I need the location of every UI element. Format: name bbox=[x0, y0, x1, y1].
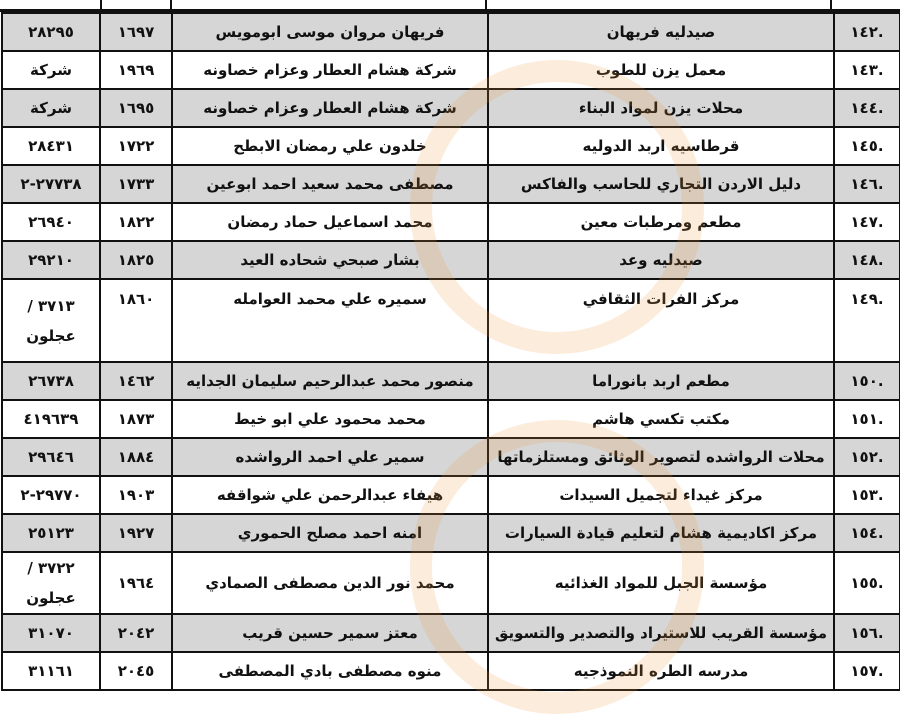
cell-reg: ١٨٢٥ bbox=[100, 241, 172, 279]
cell-reg: ١٦٩٧ bbox=[100, 13, 172, 51]
cell-num: .١٤٣ bbox=[834, 51, 900, 89]
cell-name: معمل يزن للطوب bbox=[488, 51, 834, 89]
cell-owner: معتز سمير حسين قريب bbox=[172, 614, 488, 652]
table-row bbox=[2, 552, 900, 614]
cell-last: ٢٨٢٩٥ bbox=[2, 13, 100, 51]
table-row bbox=[2, 652, 900, 690]
table-row bbox=[2, 614, 900, 652]
cell-name: مؤسسة القريب للاستيراد والتصدير والتسويق bbox=[488, 614, 834, 652]
cell-name: مطعم ومرطبات معين bbox=[488, 203, 834, 241]
cell-reg: ١٩٠٣ bbox=[100, 476, 172, 514]
cell-num: .١٤٥ bbox=[834, 127, 900, 165]
table-row bbox=[2, 89, 900, 127]
cell-owner: شركة هشام العطار وعزام خصاونه bbox=[172, 51, 488, 89]
cell-name: صيدليه فريهان bbox=[488, 13, 834, 51]
cell-owner: منصور محمد عبدالرحيم سليمان الجدايه bbox=[172, 362, 488, 400]
table-row bbox=[2, 279, 900, 362]
table-row bbox=[2, 127, 900, 165]
cell-reg: ١٨٧٣ bbox=[100, 400, 172, 438]
table-row bbox=[2, 362, 900, 400]
cell-owner: امنه احمد مصلح الحموري bbox=[172, 514, 488, 552]
cell-num: .١٥٦ bbox=[834, 614, 900, 652]
cell-num: .١٥٠ bbox=[834, 362, 900, 400]
cell-reg: ١٤٦٢ bbox=[100, 362, 172, 400]
cell-owner: فريهان مروان موسى ابومويس bbox=[172, 13, 488, 51]
cell-owner: مصطفى محمد سعيد احمد ابوعين bbox=[172, 165, 488, 203]
cell-num: .١٤٤ bbox=[834, 89, 900, 127]
cell-last: ٣١١٦١ bbox=[2, 652, 100, 690]
cell-name: محلات يزن لمواد البناء bbox=[488, 89, 834, 127]
table-row bbox=[2, 13, 900, 51]
cell-num: .١٥٢ bbox=[834, 438, 900, 476]
cell-last: ٤١٩٦٣٩ bbox=[2, 400, 100, 438]
cell-owner: سميره علي محمد العوامله bbox=[172, 279, 488, 362]
cell-name: دليل الاردن التجاري للحاسب والفاكس bbox=[488, 165, 834, 203]
cell-num: .١٤٦ bbox=[834, 165, 900, 203]
cell-last: ٢٦٩٤٠ bbox=[2, 203, 100, 241]
cell-last: شركة bbox=[2, 89, 100, 127]
cell-num: .١٤٨ bbox=[834, 241, 900, 279]
cell-reg: ١٧٢٢ bbox=[100, 127, 172, 165]
cell-name: صيدليه وعد bbox=[488, 241, 834, 279]
cell-num: .١٤٧ bbox=[834, 203, 900, 241]
cell-num: .١٥١ bbox=[834, 400, 900, 438]
cell-owner: محمد اسماعيل حماد رمضان bbox=[172, 203, 488, 241]
cell-name: مركز اكاديمية هشام لتعليم قيادة السيارات bbox=[488, 514, 834, 552]
cell-name: مطعم اربد بانوراما bbox=[488, 362, 834, 400]
cell-owner: خلدون علي رمضان الابطح bbox=[172, 127, 488, 165]
cell-last: ٢٩٢١٠ bbox=[2, 241, 100, 279]
cell-num: .١٥٥ bbox=[834, 552, 900, 614]
cell-last: ٢٩٦٤٦ bbox=[2, 438, 100, 476]
cell-last: ٣٧١٣ / عجلون bbox=[2, 279, 100, 362]
table-row bbox=[2, 438, 900, 476]
cell-last: ٢٥١٢٣ bbox=[2, 514, 100, 552]
cell-name: مكتب تكسي هاشم bbox=[488, 400, 834, 438]
table-row bbox=[2, 165, 900, 203]
cell-reg: ٢٠٤٢ bbox=[100, 614, 172, 652]
cell-last: ٢٦٧٣٨ bbox=[2, 362, 100, 400]
cell-num: .١٥٧ bbox=[834, 652, 900, 690]
cell-reg: ١٨٦٠ bbox=[100, 279, 172, 362]
cell-name: مؤسسة الجبل للمواد الغذائيه bbox=[488, 552, 834, 614]
cell-last: شركة bbox=[2, 51, 100, 89]
cell-last: ٢٩٧٧٠-٢ bbox=[2, 476, 100, 514]
cell-num: .١٤٩ bbox=[834, 279, 900, 362]
cell-name: مركز الفرات الثقافي bbox=[488, 279, 834, 362]
table-row bbox=[2, 241, 900, 279]
previous-row-stub bbox=[0, 0, 900, 12]
cell-reg: ١٩٦٤ bbox=[100, 552, 172, 614]
cell-name: مركز غيداء لتجميل السيدات bbox=[488, 476, 834, 514]
cell-reg: ١٦٩٥ bbox=[100, 89, 172, 127]
cell-name: قرطاسيه اربد الدوليه bbox=[488, 127, 834, 165]
table-row bbox=[2, 51, 900, 89]
cell-last: ٢٧٧٣٨-٢ bbox=[2, 165, 100, 203]
cell-reg: ١٩٢٧ bbox=[100, 514, 172, 552]
cell-owner: هيفاء عبدالرحمن علي شواقفه bbox=[172, 476, 488, 514]
registry-table bbox=[1, 12, 900, 691]
cell-last: ٢٨٤٣١ bbox=[2, 127, 100, 165]
cell-reg: ١٨٨٤ bbox=[100, 438, 172, 476]
cell-name: مدرسه الطره النموذجيه bbox=[488, 652, 834, 690]
cell-reg: ١٨٢٢ bbox=[100, 203, 172, 241]
cell-num: .١٥٣ bbox=[834, 476, 900, 514]
cell-reg: ١٩٦٩ bbox=[100, 51, 172, 89]
cell-num: .١٤٢ bbox=[834, 13, 900, 51]
cell-last: ٣٧٢٢ /عجلون bbox=[2, 552, 100, 614]
cell-owner: منوه مصطفى بادي المصطفى bbox=[172, 652, 488, 690]
cell-last: ٣١٠٧٠ bbox=[2, 614, 100, 652]
table-row bbox=[2, 203, 900, 241]
cell-num: .١٥٤ bbox=[834, 514, 900, 552]
cell-owner: شركة هشام العطار وعزام خصاونه bbox=[172, 89, 488, 127]
cell-reg: ٢٠٤٥ bbox=[100, 652, 172, 690]
cell-reg: ١٧٣٣ bbox=[100, 165, 172, 203]
cell-owner: محمد محمود علي ابو خيط bbox=[172, 400, 488, 438]
table-row bbox=[2, 514, 900, 552]
cell-owner: بشار صبحي شحاده العيد bbox=[172, 241, 488, 279]
table-row bbox=[2, 400, 900, 438]
cell-owner: محمد نور الدين مصطفى الصمادي bbox=[172, 552, 488, 614]
table-row bbox=[2, 476, 900, 514]
cell-owner: سمير علي احمد الرواشده bbox=[172, 438, 488, 476]
cell-name: محلات الرواشده لتصوير الوثائق ومستلزماتها bbox=[488, 438, 834, 476]
